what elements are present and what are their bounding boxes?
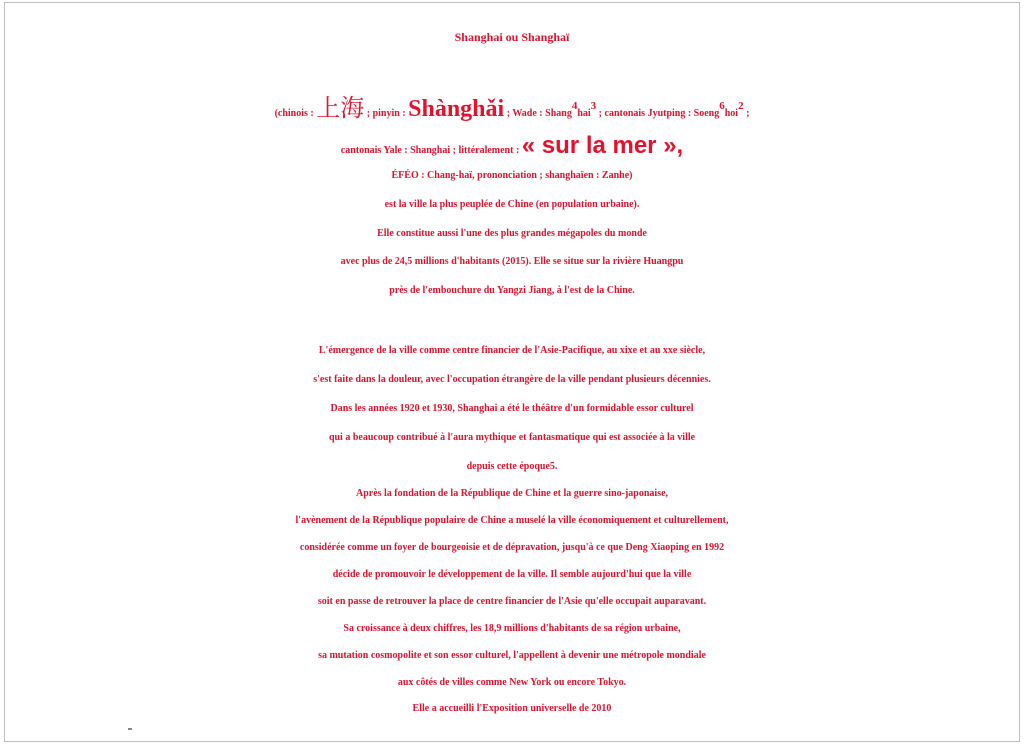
intro-text: ; pinyin :	[364, 108, 409, 119]
intro-line-1	[5, 95, 1019, 127]
history-line: l'avènement de la République populaire de Chine a muselé la ville économiquement et culturellement,	[295, 515, 729, 526]
history-line: Dans les années 1920 et 1930, Shanghai a été le théâtre d'un formidable essor culturel	[330, 403, 694, 414]
history-line: Sa croissance à deux chiffres, les 18,9 millions d'habitants de sa région urbaine,	[343, 623, 681, 634]
intro-text: cantonais Yale : Shanghai ; littéralement :	[340, 145, 522, 156]
history-line: Après la fondation de la République de Chine et la guerre sino-japonaise,	[355, 488, 669, 499]
history-line: considérée comme un foyer de bourgeoisie et de dépravation, jusqu'à ce que Deng Xiaoping en 1992	[299, 542, 725, 553]
intro-line-6: avec plus de 24,5 millions d'habitants (2015). Elle se situe sur la rivière Huangpu	[340, 256, 684, 267]
tone-number: 6	[719, 100, 725, 112]
history-line: soit en passe de retrouver la place de centre financier de l'Asie qu'elle occupait auparavant.	[317, 596, 707, 607]
intro-text: ; Wade : Shang	[504, 108, 572, 119]
tone-number: 3	[590, 100, 597, 112]
hanzi-text: 上海	[316, 94, 365, 122]
tone-number: 4	[571, 100, 578, 112]
pinyin-text: Shànghǎi	[408, 96, 505, 122]
intro-line-3: ÉFÉO : Chang-haï, prononciation ; shanghaïen : Zanhe)	[391, 170, 633, 181]
intro-line-4: est la ville la plus peuplée de Chine (en population urbaine).	[384, 199, 640, 210]
intro-line-2	[5, 133, 1019, 164]
history-line: Elle a accueilli l'Exposition universelle de 2010	[412, 703, 612, 714]
history-line: décide de promouvoir le développement de la ville. Il semble aujourd'hui que la ville	[332, 569, 692, 580]
document-title: Shanghai ou Shanghaï	[454, 30, 570, 44]
intro-text: hai	[577, 108, 591, 119]
intro-text: (chinois :	[274, 108, 317, 119]
scan-speck	[128, 728, 132, 730]
intro-text: ; cantonais Jyutping : Soeng	[596, 108, 720, 119]
intro-text: hoi	[724, 108, 739, 119]
history-line: L'émergence de la ville comme centre financier de l'Asie-Pacifique, au xixe et au xxe siècle,	[318, 345, 706, 356]
history-line: depuis cette époque5.	[466, 461, 558, 472]
history-line: aux côtés de villes comme New York ou encore Tokyo.	[397, 677, 627, 688]
intro-text: ;	[743, 108, 750, 119]
intro-line-7: près de l'embouchure du Yangzi Jiang, à l'est de la Chine.	[389, 285, 635, 296]
intro-line-5: Elle constitue aussi l'une des plus grandes mégapoles du monde	[377, 228, 647, 239]
history-line: s'est faite dans la douleur, avec l'occupation étrangère de la ville pendant plusieurs décennies.	[313, 374, 711, 385]
history-line: sa mutation cosmopolite et son essor culturel, l'appellent à devenir une métropole mondiale	[318, 650, 706, 661]
history-line: qui a beaucoup contribué à l'aura mythique et fantasmatique qui est associée à la ville	[328, 432, 696, 443]
literal-meaning: « sur la mer »,	[521, 132, 684, 159]
tone-number: 2	[738, 100, 744, 112]
document-page	[4, 2, 1020, 742]
